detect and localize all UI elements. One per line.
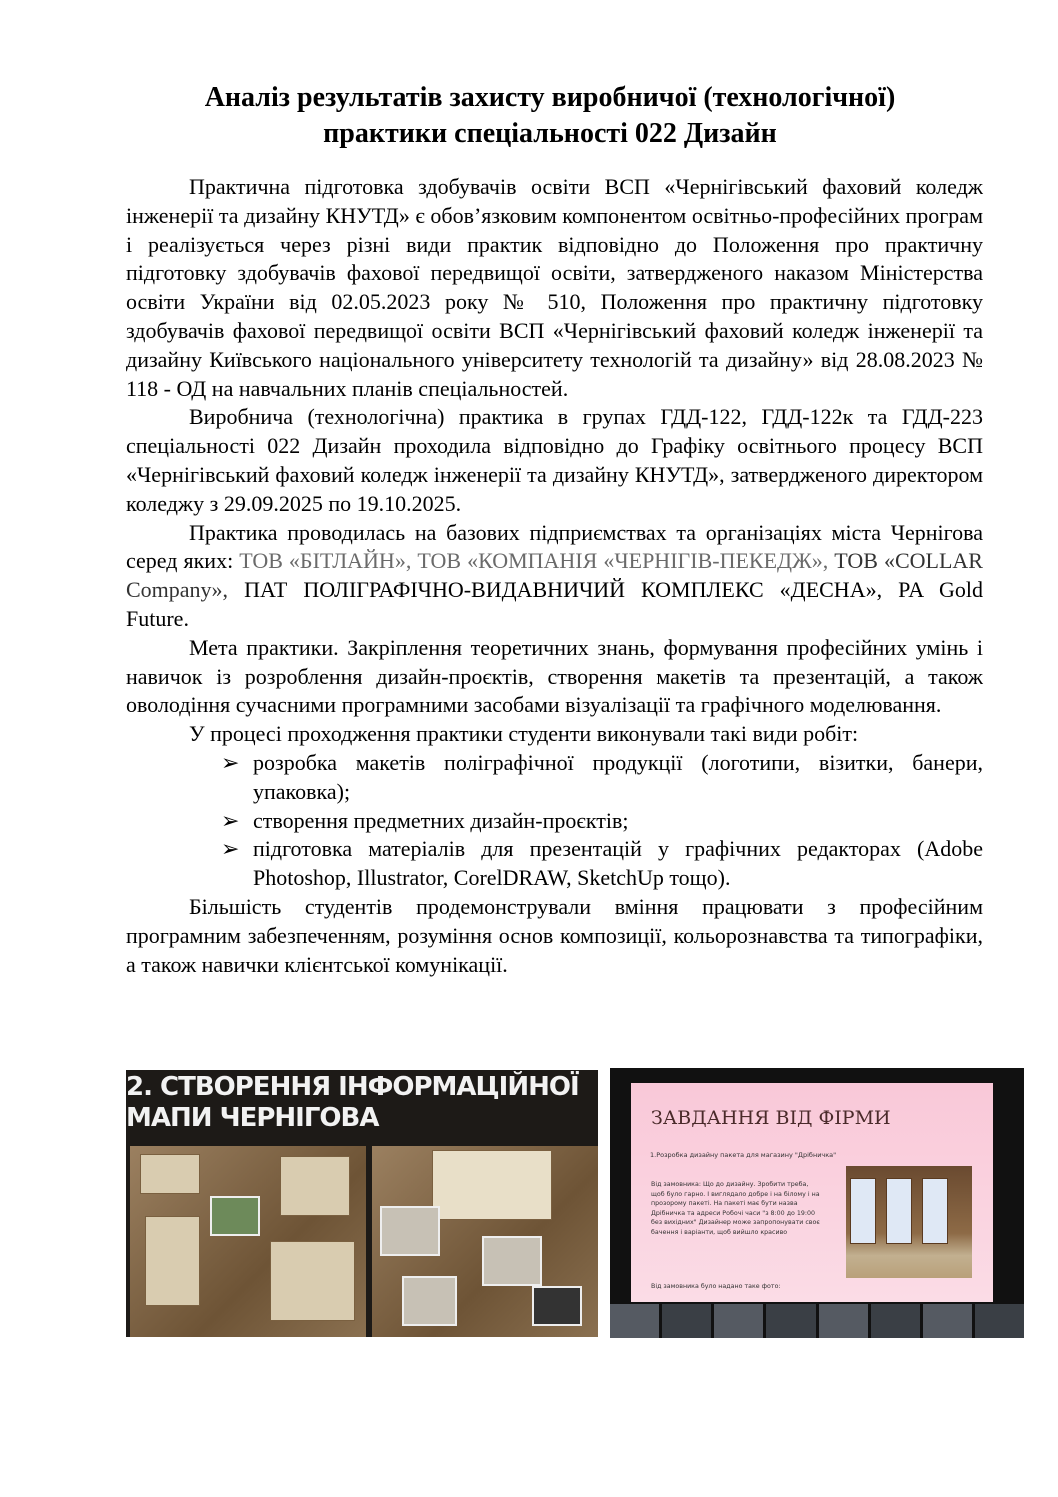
participant-tiles (610, 1304, 1024, 1338)
slide-body: Від замовника: Що до дизайну. Зробити треба, щоб було гарно. І виглядало добре і на білому і на прозорому пакеті. На пакеті має бути назва Дрібничка та адреси Робочі часи "з 8:00 до 19:00 без вихідних" Дизайнер може запропонувати своє бачення і варіанти, щоб вийшло красиво (651, 1181, 820, 1236)
map-project-photo (126, 1070, 598, 1337)
image-title: 2. СТВОРЕННЯ ІНФОРМАЦІЙНОЇ МАПИ ЧЕРНІГОВА (126, 1072, 579, 1133)
online-presentation-screenshot (610, 1068, 1024, 1338)
list-item: ➢ підготовка матеріалів для презентацій у графічних редакторах (Adobe Photoshop, Illustrator, CorelDRAW, SketchUp тощо). (221, 835, 983, 893)
map-board-right (372, 1146, 598, 1337)
slide-footer: Від замовника було надано таке фото: (651, 1283, 781, 1290)
slide-subtitle: 1.Розробка дизайну пакета для магазину "Дрібничка" (650, 1151, 837, 1159)
paragraph: Мета практики. Закріплення теоретичних знань, формування професійних умінь і навичок із розроблення дизайн-проєктів, створення макетів та презентацій, а також оволодіння сучасними програмними засобами візуалізації та графічного моделювання. (126, 634, 983, 718)
page-title: Аналіз результатів захисту виробничої (технологічної) практики спеціальності 022 Дизайн (204, 82, 896, 149)
slide-title: ЗАВДАННЯ ВІД ФІРМИ (651, 1107, 891, 1129)
paragraph: У процесі проходження практики студенти виконували такі види робіт: (189, 721, 859, 747)
list-item: ➢ розробка макетів поліграфічної продукції (логотипи, візитки, банери, упаковка); (221, 749, 983, 807)
document-body (126, 173, 983, 979)
map-board-left (130, 1146, 366, 1337)
paragraph: Практика проводилась на базових підприємствах та організаціях міста Чернігова серед яких: ТОВ «БІТЛАЙН», ТОВ «КОМПАНІЯ «ЧЕРНІГІВ-ПЕКЕДЖ», ТОВ «COLLAR Company», ПАТ ПОЛІГРАФІЧНО-ВИДАВНИЧИЙ КОМПЛЕКС «ДЕСНА», PA Gold Future. (126, 519, 983, 631)
paragraph: Більшість студентів продемонстрували вміння працювати з професійним програмним забезпеченням, розуміння основ композиції, кольорознавства та типографіки, а також навички клієнтської комунікації. (126, 893, 983, 977)
paragraph: Практична підготовка здобувачів освіти ВСП «Чернігівський фаховий коледж інженерії та дизайну КНУТД» є обов’язковим компонентом освітньо-професійних програм і реалізується через різні види практик відповідно до Положення про практичну підготовку здобувачів фахової передвищої освіти, затвердженого наказом Міністерства освіти України від 02.05.2023 року № 510, Положення про практичну підготовку здобувачів фахової передвищої освіти ВСП «Чернігівський фаховий коледж інженерії та дизайну Київського національного університету технологій та дизайну» від 28.08.2023 № 118 - ОД на навчальних планів спеціальностей. (126, 174, 983, 401)
list-item: ➢ створення предметних дизайн-проєктів; (221, 807, 983, 836)
paragraph: Виробнича (технологічна) практика в групах ГДД-122, ГДД-122к та ГДД-223 спеціальності 022 Дизайн проходила відповідно до Графіку освітнього процесу ВСП «Чернігівський фаховий коледж інженерії та дизайну КНУТД», затвердженого директором коледжу з 29.09.2025 по 19.10.2025. (126, 404, 983, 516)
work-list (221, 749, 983, 893)
presentation-slide (631, 1083, 993, 1302)
shop-photo (846, 1166, 972, 1278)
